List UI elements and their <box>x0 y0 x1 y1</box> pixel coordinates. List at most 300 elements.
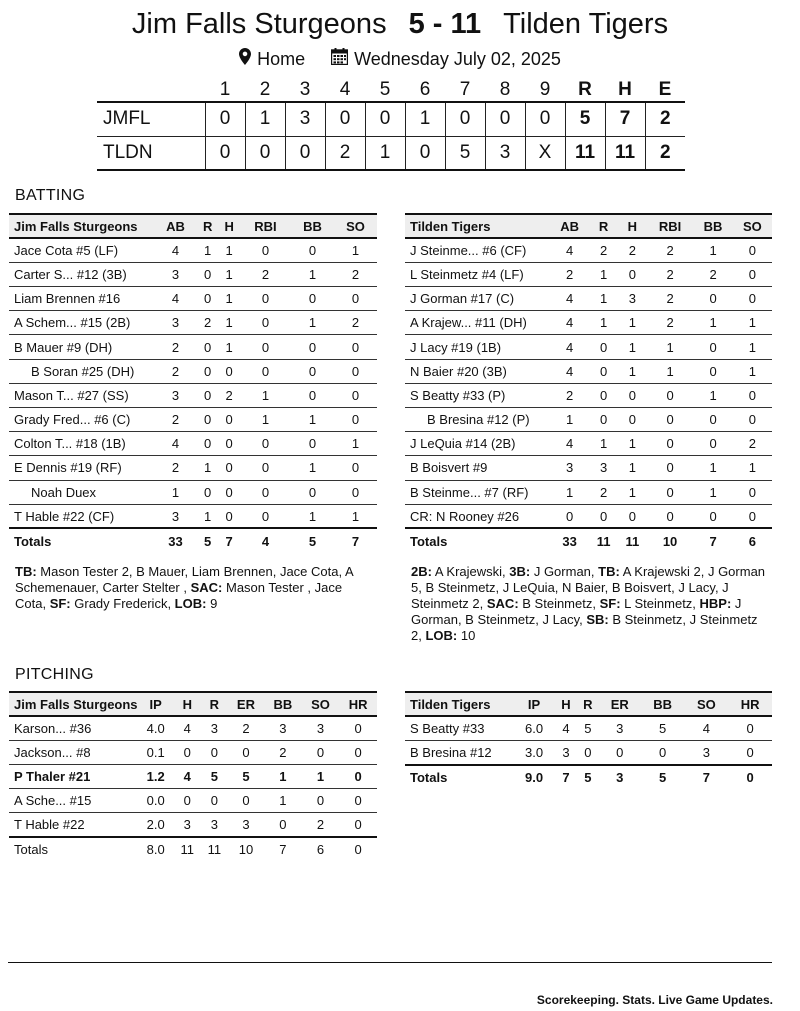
stat-value: 1 <box>693 480 732 504</box>
player-row <box>9 789 377 813</box>
stat-value: 0 <box>693 408 732 432</box>
note-text: J Gorman, <box>530 564 599 579</box>
note-text: A Krajewski 2, J Gorman 5, B Steinmetz, J LeQuia, N Baier, B Boisvert, J Lacy, J Steinmetz 2, <box>411 564 766 611</box>
totals-value: 33 <box>550 528 589 552</box>
stat-value: 0 <box>197 408 218 432</box>
stat-value: 5 <box>577 716 599 740</box>
stat-value: 0 <box>201 789 228 813</box>
player-name: S Beatty #33 <box>405 716 513 740</box>
player-name: S Beatty #33 (P) <box>405 383 550 407</box>
inning-header: 7 <box>459 78 471 100</box>
stat-value: 0 <box>240 238 291 262</box>
pitching-section-title: PITCHING <box>15 666 94 683</box>
stat-value: 0 <box>733 408 772 432</box>
stat-value: 0 <box>240 359 291 383</box>
stat-value: 5 <box>201 765 228 789</box>
stat-value: 2 <box>197 311 218 335</box>
game-location: Home <box>257 49 306 69</box>
stat-value: 0 <box>291 480 334 504</box>
player-row <box>405 311 772 335</box>
player-row <box>9 311 377 335</box>
player-row <box>405 383 772 407</box>
stat-column-header: BB <box>641 692 685 716</box>
stat-value: 1 <box>197 456 218 480</box>
stat-value: 1 <box>154 480 197 504</box>
totals-value: 6 <box>733 528 772 552</box>
stat-column-header: SO <box>302 692 340 716</box>
totals-value: 5 <box>641 765 685 789</box>
stat-value: 1 <box>618 432 647 456</box>
stats-header-row <box>405 692 772 716</box>
stat-value: 1 <box>733 359 772 383</box>
inning-runs: 0 <box>445 102 485 136</box>
stat-value: 0 <box>218 408 239 432</box>
player-name: J LeQuia #14 (2B) <box>405 432 550 456</box>
stat-value: 3 <box>555 740 577 764</box>
stat-value: 0 <box>647 504 694 528</box>
player-row <box>405 740 772 764</box>
note-text: 9 <box>206 596 218 611</box>
total-hits: 11 <box>605 136 645 170</box>
stat-value: 3 <box>201 716 228 740</box>
player-name: A Krajew... #11 (DH) <box>405 311 550 335</box>
totals-value: 7 <box>693 528 732 552</box>
linescore-row-away <box>97 102 685 136</box>
stat-value: 0 <box>197 432 218 456</box>
totals-label: Totals <box>405 765 513 789</box>
stat-value: 0 <box>728 740 772 764</box>
player-row <box>9 813 377 837</box>
player-name: Grady Fred... #6 (C) <box>9 408 154 432</box>
stat-value: 0 <box>240 311 291 335</box>
stat-value: 1 <box>334 504 377 528</box>
inning-runs: X <box>525 136 565 170</box>
stat-value: 4 <box>174 716 201 740</box>
stat-value: 2 <box>589 480 618 504</box>
player-row <box>9 432 377 456</box>
note-text: Grady Frederick, <box>70 596 175 611</box>
player-row <box>405 287 772 311</box>
player-row <box>405 480 772 504</box>
stat-value: 3 <box>154 311 197 335</box>
inning-runs: 0 <box>365 102 405 136</box>
stat-value: 1 <box>550 480 589 504</box>
stat-value: 1 <box>302 765 340 789</box>
stat-value: 0 <box>647 480 694 504</box>
stat-value: 0 <box>339 765 377 789</box>
stat-value: 1 <box>618 480 647 504</box>
stat-column-header: AB <box>550 214 589 238</box>
player-name: Mason T... #27 (SS) <box>9 383 154 407</box>
stats-header-row <box>9 214 377 238</box>
stat-value: 2 <box>154 359 197 383</box>
inning-runs: 0 <box>285 136 325 170</box>
stat-value: 0 <box>240 480 291 504</box>
stat-value: 1 <box>334 432 377 456</box>
stat-value: 3 <box>302 716 340 740</box>
player-row <box>9 765 377 789</box>
inning-runs: 0 <box>205 136 245 170</box>
stat-value: 2 <box>647 287 694 311</box>
game-info <box>0 46 800 72</box>
total-errors: 2 <box>645 102 685 136</box>
linescore-row-home <box>97 136 685 170</box>
stat-value: 0 <box>334 383 377 407</box>
stat-value: 2 <box>154 456 197 480</box>
player-row <box>405 432 772 456</box>
stat-value: 0 <box>339 813 377 837</box>
player-row <box>405 262 772 286</box>
game-date: Wednesday July 02, 2025 <box>354 49 561 69</box>
totals-value: 0 <box>354 842 362 858</box>
game-header <box>0 6 800 72</box>
stat-value: 0 <box>218 504 239 528</box>
player-row <box>9 504 377 528</box>
stat-value: 4 <box>555 716 577 740</box>
stat-value: 2 <box>154 335 197 359</box>
stat-value: 0 <box>693 335 732 359</box>
stat-value: 0 <box>550 504 589 528</box>
stat-value: 2 <box>302 813 340 837</box>
stat-value: 0 <box>218 480 239 504</box>
stat-value: 0 <box>339 789 377 813</box>
stat-value: 0 <box>334 359 377 383</box>
player-name: Liam Brennen #16 <box>9 287 154 311</box>
totals-value: 33 <box>154 528 197 552</box>
totals-value: 7 <box>279 842 287 858</box>
stat-value: 4 <box>550 238 589 262</box>
player-name: B Bresina #12 <box>405 740 513 764</box>
stats-header-row <box>9 692 377 716</box>
stat-value: 0 <box>647 432 694 456</box>
stat-value: 3 <box>618 287 647 311</box>
stat-value: 0 <box>291 335 334 359</box>
player-name: Colton T... #18 (1B) <box>9 432 154 456</box>
player-row <box>9 408 377 432</box>
totals-value: 8.0 <box>146 842 165 858</box>
stat-value: 0 <box>197 383 218 407</box>
stat-value: 1 <box>693 456 732 480</box>
score-line <box>0 6 800 42</box>
player-name: A Sche... #15 <box>9 789 138 813</box>
stat-value: 0 <box>334 480 377 504</box>
player-name: L Steinmetz #4 (LF) <box>405 262 550 286</box>
stat-value: 4 <box>550 335 589 359</box>
stat-value: 1 <box>733 456 772 480</box>
note-text: A Krajewski, <box>431 564 510 579</box>
stat-value: 1.2 <box>138 765 174 789</box>
note-label: HBP: <box>699 596 732 611</box>
totals-row <box>9 528 377 552</box>
stat-value: 0 <box>218 432 239 456</box>
stat-value: 0 <box>218 359 239 383</box>
stat-value: 3 <box>684 740 728 764</box>
stat-value: 2 <box>647 311 694 335</box>
total-errors: 2 <box>645 136 685 170</box>
stat-value: 0 <box>291 432 334 456</box>
inning-runs: 0 <box>245 136 285 170</box>
stat-value: 4 <box>550 432 589 456</box>
stat-value: 0 <box>733 504 772 528</box>
stat-value: 4 <box>684 716 728 740</box>
stat-value: 4.0 <box>138 716 174 740</box>
player-name: B Soran #25 (DH) <box>9 359 154 383</box>
stat-value: 0.1 <box>138 740 174 764</box>
player-row <box>9 740 377 764</box>
stat-value: 3 <box>154 262 197 286</box>
note-label: 2B: <box>411 564 432 579</box>
stat-value: 0 <box>240 456 291 480</box>
stat-value: 0 <box>197 262 218 286</box>
total-runs: 11 <box>565 136 605 170</box>
totals-value: 5 <box>291 528 334 552</box>
stat-value: 0 <box>197 335 218 359</box>
inning-header: 5 <box>379 78 391 100</box>
player-row <box>9 716 377 740</box>
errors-header: E <box>658 78 672 100</box>
stat-value: 3 <box>174 813 201 837</box>
stat-value: 2 <box>240 262 291 286</box>
footer-divider <box>8 962 772 963</box>
player-row <box>405 408 772 432</box>
stat-value: 0 <box>733 262 772 286</box>
player-name: N Baier #20 (3B) <box>405 359 550 383</box>
player-name: B Steinme... #7 (RF) <box>405 480 550 504</box>
total-hits: 7 <box>605 102 645 136</box>
stat-value: 0 <box>589 408 618 432</box>
stat-value: 0 <box>589 383 618 407</box>
stat-column-header: R <box>201 692 228 716</box>
stat-value: 0 <box>693 504 732 528</box>
batting-section-title: BATTING <box>15 187 86 204</box>
note-label: SAC: <box>486 596 519 611</box>
stat-value: 1 <box>264 789 302 813</box>
stat-value: 0 <box>334 408 377 432</box>
stat-value: 4 <box>154 287 197 311</box>
stat-value: 1 <box>693 383 732 407</box>
stat-value: 1 <box>733 335 772 359</box>
stat-value: 0 <box>264 813 302 837</box>
stat-value: 0 <box>228 789 264 813</box>
inning-header: 9 <box>539 78 551 100</box>
stat-column-header: HR <box>728 692 772 716</box>
inning-runs: 0 <box>485 102 525 136</box>
player-name: A Schem... #15 (2B) <box>9 311 154 335</box>
stat-column-header: BB <box>264 692 302 716</box>
stat-value: 3.0 <box>513 740 555 764</box>
note-text: J Gorman, B Steinmetz, J Lacy, <box>411 596 742 627</box>
note-text: 10 <box>457 628 476 643</box>
player-name: T Hable #22 (CF) <box>9 504 154 528</box>
player-row <box>9 335 377 359</box>
stat-value: 1 <box>693 238 732 262</box>
stat-value: 1 <box>647 335 694 359</box>
totals-value: 10 <box>647 528 694 552</box>
player-row <box>9 262 377 286</box>
player-row <box>405 335 772 359</box>
stat-value: 1 <box>291 262 334 286</box>
map-pin-icon <box>239 46 251 72</box>
stat-value: 1 <box>240 408 291 432</box>
stat-value: 0 <box>733 480 772 504</box>
note-label: LOB: <box>425 628 458 643</box>
stat-column-header: SO <box>733 214 772 238</box>
totals-value: 7 <box>218 528 239 552</box>
stat-value: 0 <box>334 335 377 359</box>
stat-value: 2 <box>733 432 772 456</box>
player-row <box>9 480 377 504</box>
stat-value: 4 <box>550 287 589 311</box>
totals-value: 3 <box>599 765 641 789</box>
stat-value: 3 <box>589 456 618 480</box>
stat-value: 0 <box>197 359 218 383</box>
away-batting-table <box>9 213 377 553</box>
totals-value: 7 <box>334 528 377 552</box>
stat-value: 0 <box>693 287 732 311</box>
stat-value: 1 <box>218 238 239 262</box>
stat-value: 0 <box>302 789 340 813</box>
note-label: SF: <box>49 596 71 611</box>
player-name: Carter S... #12 (3B) <box>9 262 154 286</box>
player-name: Karson... #36 <box>9 716 138 740</box>
stat-value: 1 <box>218 287 239 311</box>
totals-value: 5 <box>577 765 599 789</box>
stat-value: 1 <box>218 335 239 359</box>
stat-column-header: IP <box>138 692 174 716</box>
stat-value: 2 <box>154 408 197 432</box>
totals-value: 11 <box>180 842 195 858</box>
stat-column-header: HR <box>339 692 377 716</box>
player-name: B Mauer #9 (DH) <box>9 335 154 359</box>
stat-value: 1 <box>618 456 647 480</box>
stat-value: 5 <box>228 765 264 789</box>
stat-column-header: IP <box>513 692 555 716</box>
stat-value: 0 <box>291 238 334 262</box>
stat-value: 0 <box>339 740 377 764</box>
team-column-header: Jim Falls Sturgeons <box>9 692 138 716</box>
away-team-name: Jim Falls Sturgeons <box>131 8 387 40</box>
totals-value: 6 <box>316 842 325 858</box>
totals-label: Totals <box>405 528 550 552</box>
stat-value: 0 <box>240 504 291 528</box>
footer-tagline: Scorekeeping. Stats. Live Game Updates. <box>536 993 773 1007</box>
stat-value: 2 <box>218 383 239 407</box>
totals-value: 11 <box>207 842 222 858</box>
stat-column-header: H <box>555 692 577 716</box>
player-name: Jackson... #8 <box>9 740 138 764</box>
stat-value: 2.0 <box>138 813 174 837</box>
totals-value: 10 <box>238 842 254 858</box>
stat-value: 0 <box>647 408 694 432</box>
stat-value: 3 <box>201 813 228 837</box>
stat-value: 2 <box>618 238 647 262</box>
stat-value: 0 <box>339 716 377 740</box>
stat-value: 3 <box>154 383 197 407</box>
player-row <box>405 359 772 383</box>
stat-value: 0 <box>197 480 218 504</box>
stat-value: 1 <box>291 456 334 480</box>
stat-value: 2 <box>228 716 264 740</box>
totals-value: 7 <box>555 765 577 789</box>
stat-value: 0 <box>693 359 732 383</box>
runs-header: R <box>578 78 592 100</box>
totals-label: Totals <box>9 528 154 552</box>
stat-value: 3 <box>599 716 641 740</box>
linescore-table <box>97 78 685 171</box>
stat-value: 0 <box>693 432 732 456</box>
stat-column-header: R <box>577 692 599 716</box>
stat-value: 1 <box>733 311 772 335</box>
stat-value: 1 <box>647 359 694 383</box>
stat-value: 1 <box>218 311 239 335</box>
player-row <box>405 238 772 262</box>
stat-value: 0.0 <box>138 789 174 813</box>
player-row <box>9 287 377 311</box>
player-name: J Lacy #19 (1B) <box>405 335 550 359</box>
stat-value: 4 <box>154 432 197 456</box>
inning-runs: 5 <box>445 136 485 170</box>
total-runs: 5 <box>565 102 605 136</box>
stat-value: 0 <box>302 740 340 764</box>
inning-runs: 1 <box>365 136 405 170</box>
player-name: J Steinme... #6 (CF) <box>405 238 550 262</box>
note-text: B Steinmetz, <box>518 596 600 611</box>
stat-value: 0 <box>599 740 641 764</box>
stat-value: 1 <box>291 311 334 335</box>
player-name: B Boisvert #9 <box>405 456 550 480</box>
stat-value: 1 <box>218 262 239 286</box>
stat-value: 4 <box>154 238 197 262</box>
totals-row <box>405 528 772 552</box>
totals-value: 9.0 <box>513 765 555 789</box>
player-row <box>9 383 377 407</box>
stat-value: 1 <box>618 311 647 335</box>
stat-value: 0 <box>334 456 377 480</box>
player-row <box>405 456 772 480</box>
stat-value: 0 <box>174 789 201 813</box>
player-row <box>405 504 772 528</box>
inning-runs: 1 <box>405 102 445 136</box>
stat-column-header: ER <box>599 692 641 716</box>
stat-value: 2 <box>334 262 377 286</box>
stat-value: 2 <box>550 262 589 286</box>
totals-value: 11 <box>618 528 647 552</box>
totals-value: 11 <box>589 528 618 552</box>
stat-value: 0 <box>174 740 201 764</box>
stat-value: 0 <box>733 238 772 262</box>
stats-header-row <box>405 214 772 238</box>
stat-value: 1 <box>291 504 334 528</box>
inning-runs: 0 <box>525 102 565 136</box>
stat-value: 6.0 <box>513 716 555 740</box>
player-name: Jace Cota #5 (LF) <box>9 238 154 262</box>
stat-value: 0 <box>334 287 377 311</box>
stat-column-header: H <box>218 214 239 238</box>
inning-header: 2 <box>259 78 271 100</box>
stat-value: 0 <box>197 287 218 311</box>
stat-value: 1 <box>334 238 377 262</box>
stat-value: 1 <box>264 765 302 789</box>
stat-value: 5 <box>641 716 685 740</box>
stat-value: 0 <box>577 740 599 764</box>
stat-value: 0 <box>240 335 291 359</box>
stat-column-header: BB <box>693 214 732 238</box>
note-label: SF: <box>599 596 621 611</box>
stat-value: 2 <box>589 238 618 262</box>
totals-value: 7 <box>684 765 728 789</box>
totals-row <box>9 837 377 861</box>
stat-value: 1 <box>589 262 618 286</box>
